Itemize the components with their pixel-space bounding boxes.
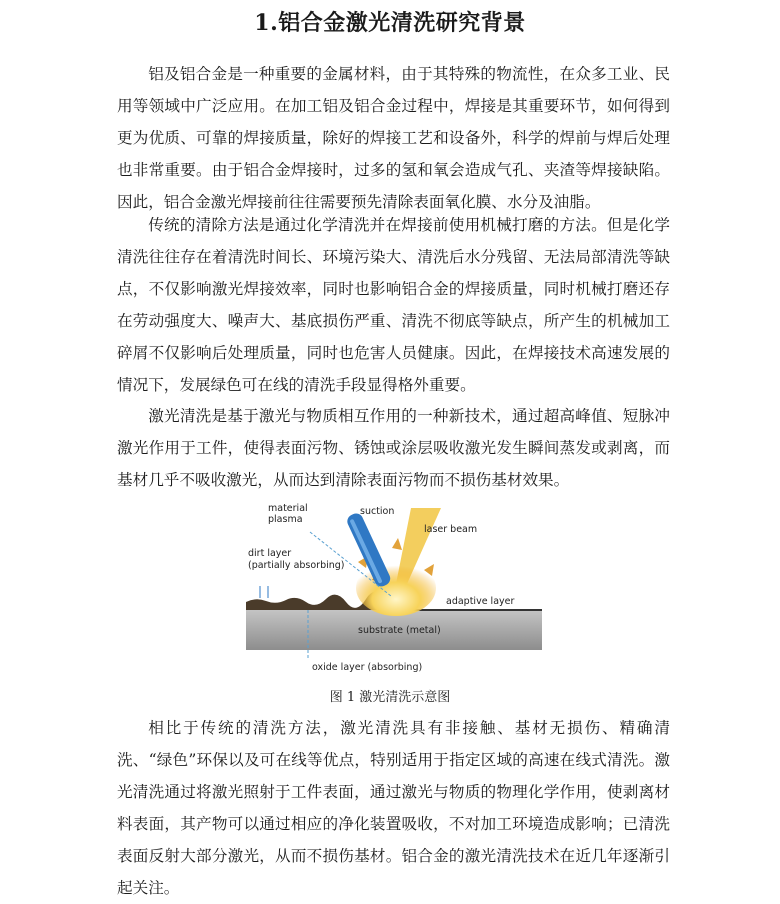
laser-cleaning-diagram <box>246 500 546 680</box>
particle-2 <box>392 538 402 550</box>
paragraph-4: 相比于传统的清洗方法，激光清洗具有非接触、基材无损伤、精确清洗、“绿色”环保以及可在线等优点，特别适用于指定区域的高速在线式清洗。激光清洗通过将激光照射于工件表面，通过激光与物质的物理化学作用，使剥离材料表面，其产物可以通过相应的净化装置吸收，不对加工环境造成影响；已清洗表面反射大部分激光，从而不损伤基材。铝合金的激光清洗技术在近几年逐渐引起关注。 <box>117 719 670 897</box>
section-title: 1.铝合金激光清洗研究背景 <box>254 10 526 36</box>
label-dirt-absorbing: (partially absorbing) <box>248 560 345 571</box>
label-adaptive-layer: adaptive layer <box>446 596 515 607</box>
label-plasma: plasma <box>268 514 303 525</box>
label-material: material <box>268 503 308 514</box>
paragraph-2: 传统的清除方法是通过化学清洗并在焊接前使用机械打磨的方法。但是化学清洗往往存在着清洗时间长、环境污染大、清洗后水分残留、无法局部清洗等缺点，不仅影响激光焊接效率，同时也影响铝合金的焊接质量，同时机械打磨还存在劳动强度大、噪声大、基底损伤严重、清洗不彻底等缺点，所产生的机械加工碎屑不仅影响后处理质量，同时也危害人员健康。因此，在焊接技术高速发展的情况下，发展绿色可在线的清洗手段显得格外重要。 <box>117 216 670 394</box>
label-oxide-layer: oxide layer (absorbing) <box>312 662 423 673</box>
paragraph-1: 铝及铝合金是一种重要的金属材料，由于其特殊的物流性，在众多工业、民用等领域中广泛应用。在加工铝及铝合金过程中，焊接是其重要环节，如何得到更为优质、可靠的焊接质量，除好的焊接工艺和设备外，科学的焊前与焊后处理也非常重要。由于铝合金焊接时，过多的氢和氧会造成气孔、夹渣等焊接缺陷。因此，铝合金激光焊接前往往需要预先清除表面氧化膜、水分及油脂。 <box>117 65 670 211</box>
label-substrate: substrate (metal) <box>358 625 441 636</box>
figure-caption: 图 1 激光清洗示意图 <box>329 690 451 705</box>
label-dirt-layer: dirt layer <box>248 548 292 559</box>
paragraph-3: 激光清洗是基于激光与物质相互作用的一种新技术，通过超高峰值、短脉冲激光作用于工件，使得表面污物、锈蚀或涂层吸收激光发生瞬间蒸发或剥离，而基材几乎不吸收激光，从而达到清除表面污物而不损伤基材效果。 <box>117 407 670 489</box>
label-suction: suction <box>360 506 395 517</box>
label-laser-beam: laser beam <box>424 524 478 535</box>
plasma-glow <box>356 560 436 616</box>
